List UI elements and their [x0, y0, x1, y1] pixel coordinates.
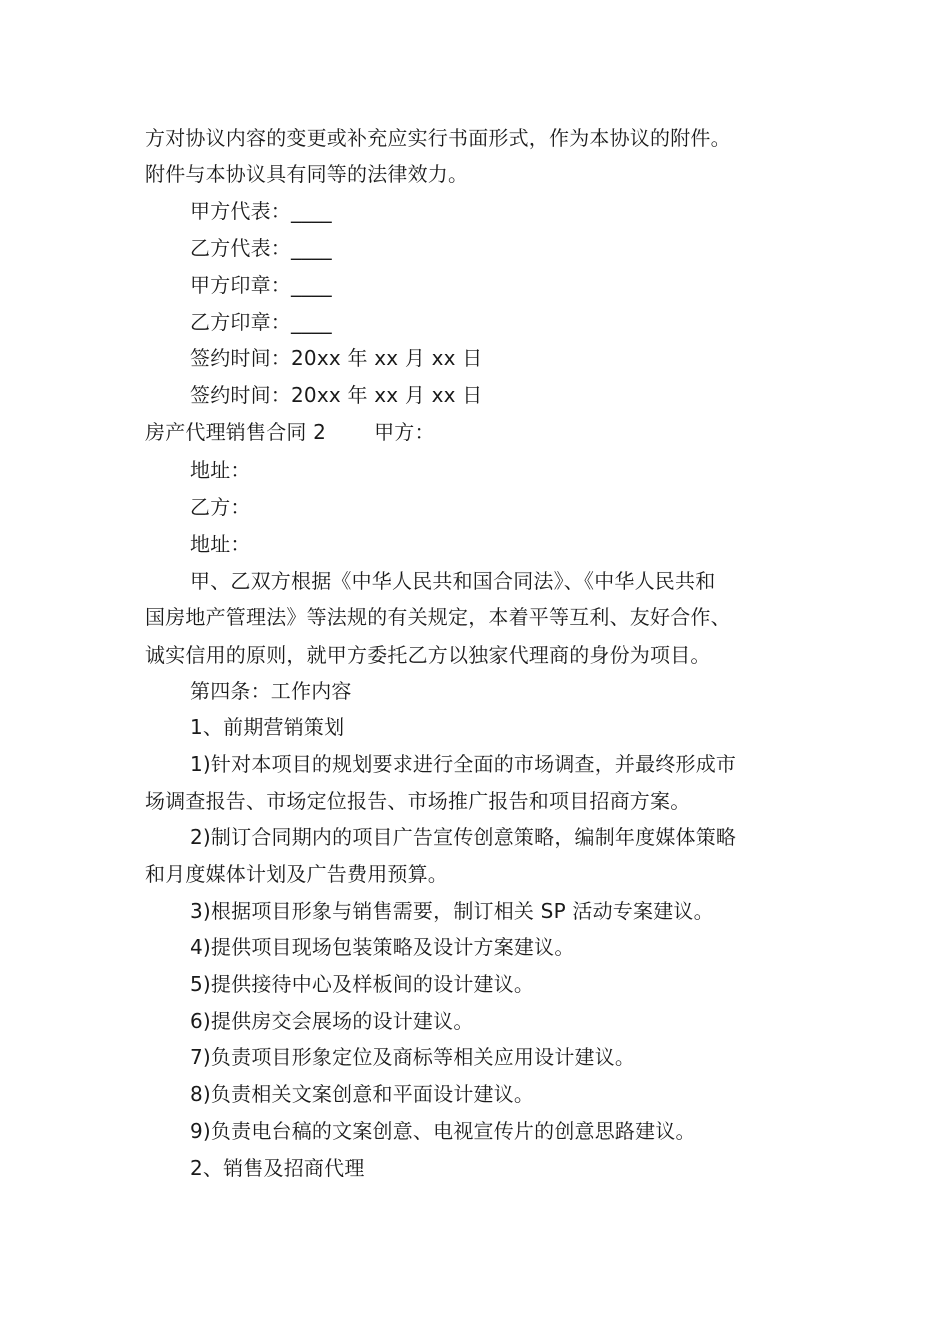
- paragraph-line: 附件与本协议具有同等的法律效力。: [145, 162, 469, 186]
- list-item: 6)提供房交会展场的设计建议。: [190, 1009, 474, 1033]
- signing-date-line: 签约时间：20xx 年 xx 月 xx 日: [190, 346, 483, 370]
- list-item: 7)负责项目形象定位及商标等相关应用设计建议。: [190, 1045, 636, 1069]
- address-label: 地址：: [190, 458, 251, 482]
- address-label: 地址：: [190, 532, 251, 556]
- signature-line-party-a-rep: 甲方代表：____: [190, 199, 332, 223]
- section-heading: 2、销售及招商代理: [190, 1156, 365, 1180]
- signing-date-line: 签约时间：20xx 年 xx 月 xx 日: [190, 383, 483, 407]
- list-item-continuation: 场调查报告、市场定位报告、市场推广报告和项目招商方案。: [145, 789, 691, 813]
- signature-line-party-b-seal: 乙方印章：____: [190, 310, 332, 334]
- intro-line: 国房地产管理法》等法规的有关规定，本着平等互利、友好合作、: [145, 605, 731, 629]
- section-heading: 1、前期营销策划: [190, 715, 345, 739]
- intro-line: 诚实信用的原则，就甲方委托乙方以独家代理商的身份为项目。: [145, 643, 711, 667]
- intro-line: 甲、乙双方根据《中华人民共和国合同法》、《中华人民共和: [190, 569, 716, 593]
- list-item: 8)负责相关文案创意和平面设计建议。: [190, 1082, 535, 1106]
- list-item: 4)提供项目现场包装策略及设计方案建议。: [190, 935, 575, 959]
- list-item: 1)针对本项目的规划要求进行全面的市场调查，并最终形成市: [190, 752, 737, 776]
- list-item-continuation: 和月度媒体计划及广告费用预算。: [145, 862, 448, 886]
- party-a-label: 甲方：: [374, 420, 435, 444]
- list-item: 5)提供接待中心及样板间的设计建议。: [190, 972, 535, 996]
- contract-heading: 房产代理销售合同 2: [145, 420, 327, 444]
- list-item: 2)制订合同期内的项目广告宣传创意策略，编制年度媒体策略: [190, 825, 737, 849]
- signature-line-party-a-seal: 甲方印章：____: [190, 273, 332, 297]
- list-item: 3)根据项目形象与销售需要，制订相关 SP 活动专案建议。: [190, 899, 714, 923]
- party-b-label: 乙方：: [190, 495, 251, 519]
- list-item: 9)负责电台稿的文案创意、电视宣传片的创意思路建议。: [190, 1119, 696, 1143]
- contract-heading-line: [145, 418, 815, 446]
- paragraph-line: 方对协议内容的变更或补充应实行书面形式，作为本协议的附件。: [145, 126, 731, 150]
- article-heading: 第四条：工作内容: [190, 679, 352, 703]
- signature-line-party-b-rep: 乙方代表：____: [190, 236, 332, 260]
